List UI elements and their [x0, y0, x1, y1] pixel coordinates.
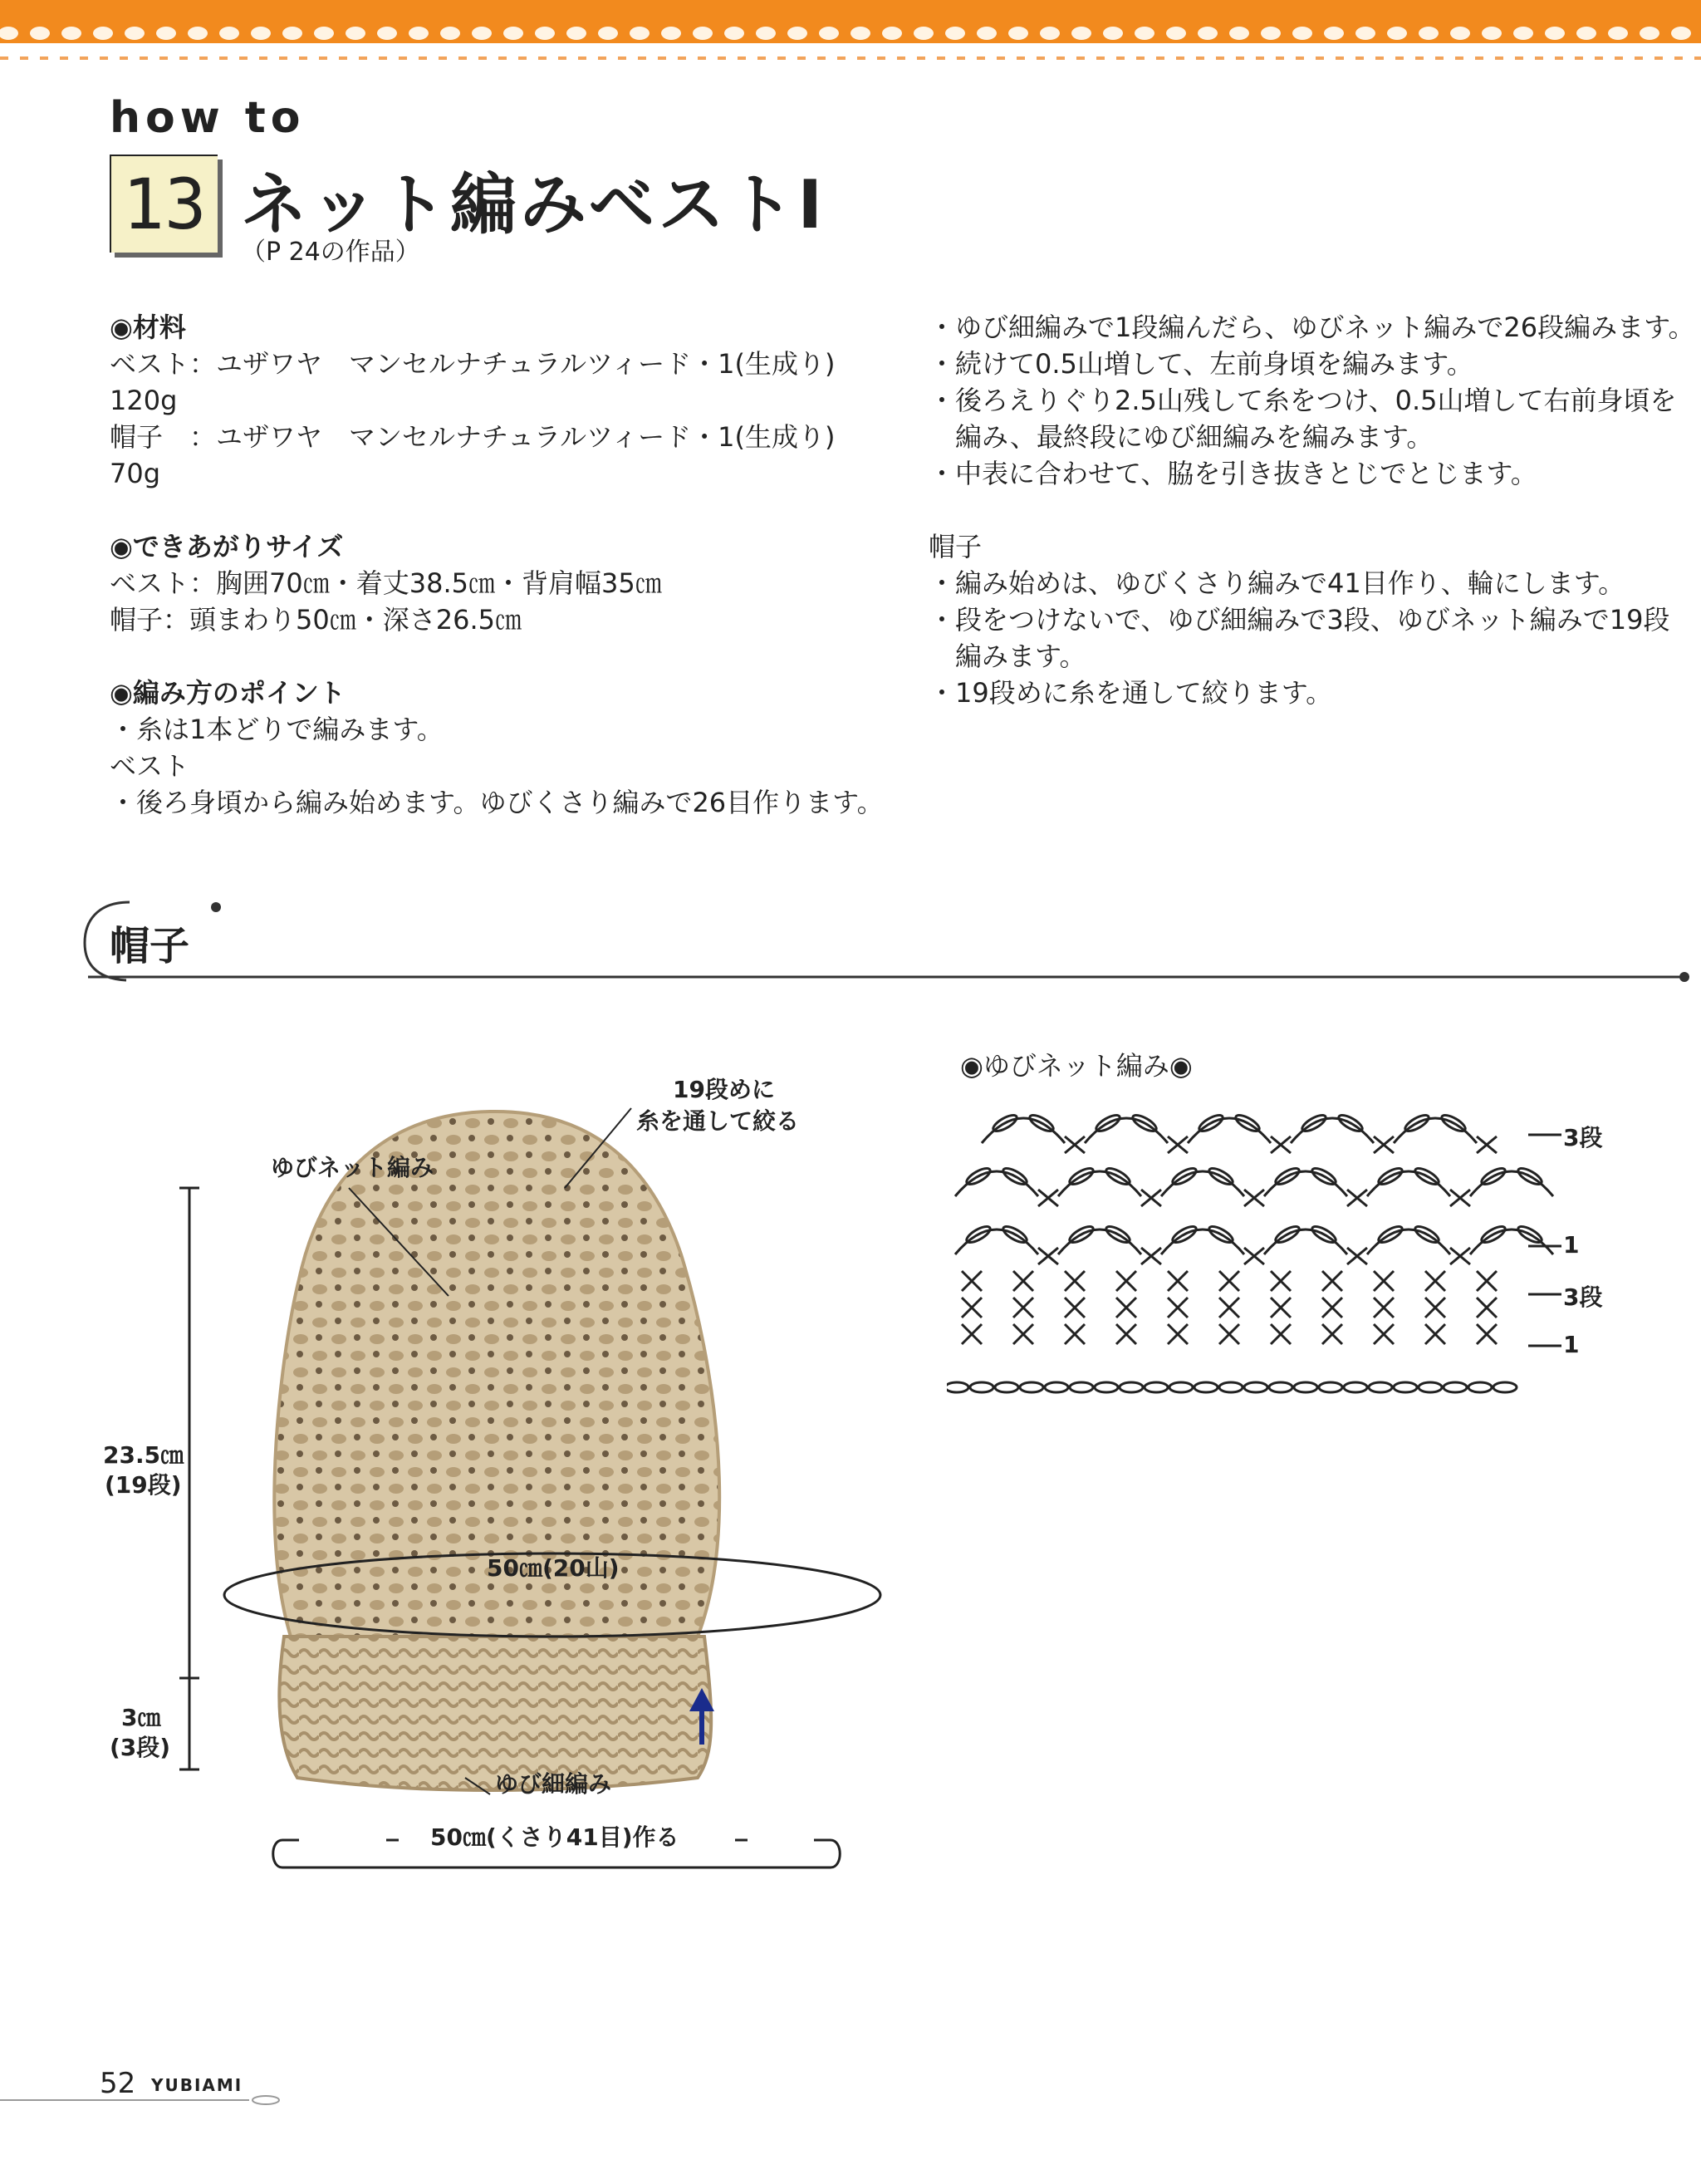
circumference-label: 50㎝(20山): [487, 1554, 620, 1582]
materials-hat: 帽子 ：ユザワヤ マンセルナチュラルツィード・1(生成り): [110, 421, 836, 453]
size-hat: 帽子：頭まわり50㎝・深さ26.5㎝: [110, 604, 522, 636]
size-vest: ベスト：胸囲70㎝・着丈38.5㎝・背肩幅35㎝: [110, 567, 662, 599]
chart-chain-loop: [1070, 1382, 1093, 1392]
chart-chain-loop: [1444, 1382, 1467, 1392]
chart-chain-loop: [947, 1382, 968, 1392]
stitch-chart: [947, 1088, 1628, 1412]
hat-step-3: ・19段めに糸を通して絞ります。: [929, 677, 1333, 709]
chart-chain-loop: [1045, 1382, 1068, 1392]
height-base-value: 3㎝: [121, 1704, 161, 1731]
chart-chain-loop: [970, 1382, 993, 1392]
page-number: 52: [100, 2067, 136, 2100]
materials-hat-weight: 70g: [110, 458, 161, 489]
spacer: [110, 492, 874, 528]
how-to-label: how to: [110, 93, 306, 143]
chart-chain-loop: [1169, 1382, 1193, 1392]
decorative-top-band: [0, 0, 1701, 71]
spacer: [110, 638, 874, 675]
page-subtitle: （P 24の作品）: [241, 238, 420, 267]
vest-step-5: ・中表に合わせて、脇を引き抜きとじでとじます。: [929, 458, 1537, 489]
chart-chain-loop: [1294, 1382, 1317, 1392]
chart-chain-loop: [1244, 1382, 1267, 1392]
right-text-column: [929, 309, 1693, 711]
section-heading-frame: [80, 897, 1701, 989]
spacer: [929, 492, 1693, 528]
row-label-sc-3: 3段: [1563, 1283, 1603, 1311]
hat-illustration: [100, 1063, 914, 1877]
hat-heading: 帽子: [929, 531, 983, 562]
points-vest-step-1: ・後ろ身頃から編み始めます。ゆびくさり編みで26目作ります。: [110, 787, 884, 818]
chart-chain-loop: [1095, 1382, 1118, 1392]
materials-vest: ベスト：ユザワヤ マンセルナチュラルツィード・1(生成り): [110, 348, 836, 380]
points-vest-heading: ベスト: [110, 750, 190, 782]
chart-chain-loop: [1394, 1382, 1417, 1392]
chart-chain-loop: [1269, 1382, 1292, 1392]
label-net-stitch: ゆびネット編み: [271, 1154, 434, 1181]
footer-rule: [0, 2095, 299, 2105]
materials-heading: ◉材料: [110, 312, 186, 343]
hat-step-1: ・編み始めは、ゆびくさり編みで41目作り、輪にします。: [929, 567, 1625, 599]
chart-chain-loop: [1020, 1382, 1043, 1392]
chart-chain-loop: [1419, 1382, 1442, 1392]
hat-step-2-cont: 編みます。: [929, 640, 1086, 672]
row-label-net-3: 3段: [1563, 1124, 1603, 1151]
label-top-line-2: 糸を通して絞る: [636, 1107, 800, 1135]
row-label-sc-1: 1: [1563, 1331, 1580, 1358]
page-title: ネット編みベストⅠ: [241, 166, 826, 243]
chart-chain-loop: [1468, 1382, 1492, 1392]
label-top-line-1: 19段めに: [673, 1076, 775, 1103]
foundation-chain-label: 50㎝(くさり41目)作る: [430, 1823, 679, 1851]
chart-title: ◉ゆびネット編み◉: [960, 1050, 1193, 1082]
row-label-net-1: 1: [1563, 1231, 1580, 1259]
materials-vest-weight: 120g: [110, 385, 178, 416]
hat-step-2: ・段をつけないで、ゆび細編みで3段、ゆびネット編みで19段: [929, 604, 1670, 636]
vest-step-4: ・後ろえりぐり2.5山残して糸をつけ、0.5山増して右前身頃を: [929, 385, 1677, 416]
vest-step-3: ・続けて0.5山増して、左前身頃を編みます。: [929, 348, 1473, 380]
height-main-rows: (19段): [105, 1471, 182, 1499]
points-yarn: ・糸は1本どりで編みます。: [110, 714, 444, 745]
chart-chain-loop: [1194, 1382, 1218, 1392]
left-text-column: [110, 309, 884, 821]
chart-chain-loop: [1120, 1382, 1143, 1392]
chart-chain-loop: [1219, 1382, 1243, 1392]
chart-chain-loop: [1369, 1382, 1392, 1392]
chart-chain-loop: [1493, 1382, 1517, 1392]
label-sc-stitch: ゆび細編み: [495, 1770, 612, 1798]
chart-chain-loop: [1145, 1382, 1168, 1392]
chart-chain-loop: [1344, 1382, 1367, 1392]
height-main-value: 23.5㎝: [103, 1441, 184, 1469]
height-base-rows: (3段): [110, 1734, 171, 1761]
vest-step-2: ・ゆび細編みで1段編んだら、ゆびネット編みで26段編みます。: [929, 312, 1695, 343]
section-title: 帽子: [110, 923, 190, 969]
pattern-number-badge: 13: [110, 155, 218, 253]
size-heading: ◉できあがりサイズ: [110, 531, 344, 562]
vest-step-4-cont: 編み、最終段にゆび細編みを編みます。: [929, 421, 1434, 453]
chart-chain-loop: [1319, 1382, 1342, 1392]
footer-brand: YUBIAMI: [151, 2075, 243, 2095]
points-heading: ◉編み方のポイント: [110, 677, 346, 709]
chart-chain-loop: [995, 1382, 1018, 1392]
